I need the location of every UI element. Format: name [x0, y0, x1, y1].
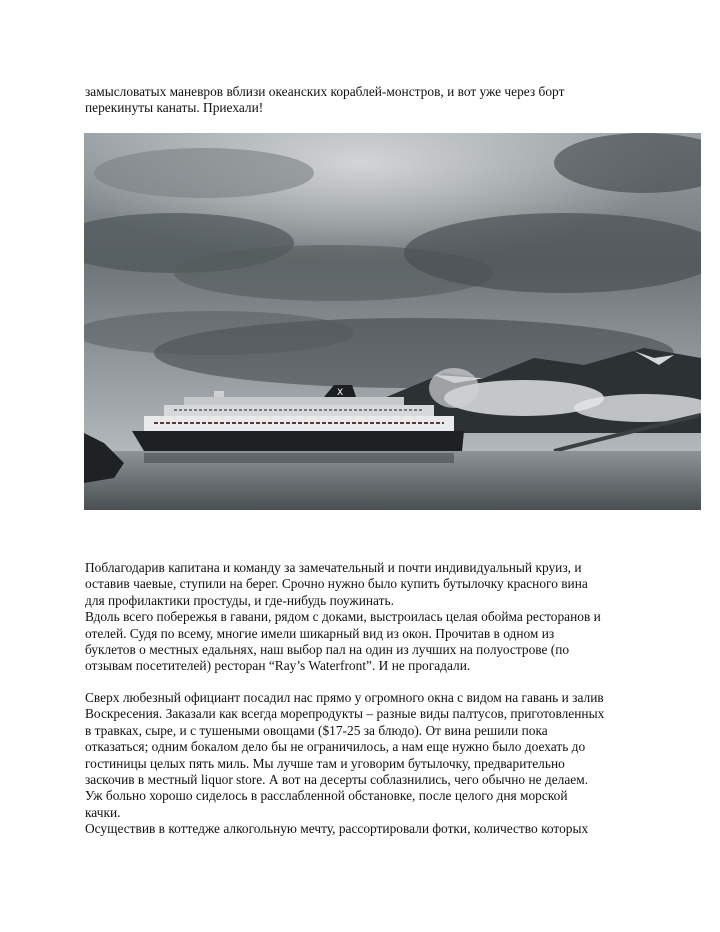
paragraph-restaurant: Сверх любезный официант посадил нас прямо у огромного окна с видом на гавань и залив Воскресения. Заказали как всегда морепродукты – разные виды палтусов, приготовленных в травках, сыре, и с тушеными овощами ($17-25 за блюдо). От вина решили пока отказаться; одним бокалом дело бы не ограничилось, а нам еще нужно было доехать до гостиницы целых пять миль. Мы лучше там и уговорим бутылочку, предварительно заскочив в местный liquor store. А вот на десерты соблазнились, чего обычно не делаем. Уж больно хорошо сиделось в расслабленной обстановке, после целого дня морской качки. Осуществив в коттедже алкогольную мечту, рассортировали фотки, количество которых	[85, 690, 605, 837]
paragraph-intro: замысловатых маневров вблизи океанских кораблей-монстров, и вот уже через борт перекинуты канаты. Приехали!	[85, 84, 565, 116]
harbor-cruise-ship-photo	[84, 133, 701, 510]
paragraph-ashore: Поблагодарив капитана и команду за замечательный и почти индивидуальный круиз, и оставив чаевые, ступили на берег. Срочно нужно было купить бутылочку красного вина для профилактики простуды, и где-нибудь поужинать. Вдоль всего побережья в гавани, рядом с доками, выстроилась целая обойма ресторанов и отелей. Судя по всему, многие имели шикарный вид из окон. Прочитав в одном из буклетов о местных едальнях, наш выбор пал на один из лучших на полуострове (по отзывам посетителей) ресторан “Ray’s Waterfront”. И не прогадали.	[85, 560, 601, 674]
x-logo-icon: X	[337, 388, 344, 398]
